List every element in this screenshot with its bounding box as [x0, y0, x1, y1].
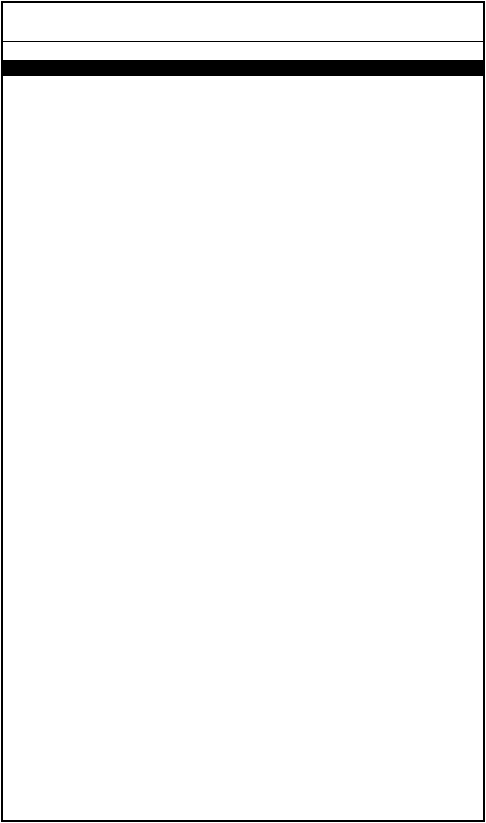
column-header: [3, 42, 483, 61]
ingredient-header: [3, 42, 297, 60]
footnotes: [3, 71, 483, 80]
daily-value-header: [377, 42, 483, 60]
panel-title: [3, 3, 483, 42]
supplement-facts-panel: [1, 1, 485, 822]
amount-header: [297, 42, 377, 60]
